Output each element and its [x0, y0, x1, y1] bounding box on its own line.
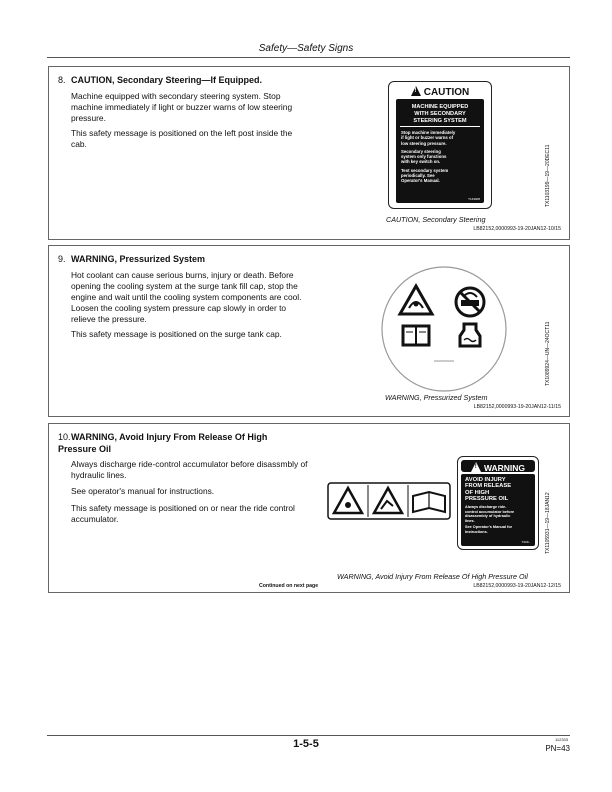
continued-note: Continued on next page [259, 583, 319, 589]
sign-part-code: T149908 [468, 197, 480, 201]
image-caption: CAUTION, Secondary Steering [386, 215, 486, 224]
reference-code: LB82152,0000993-19-20JAN12-11/15 [473, 404, 561, 410]
item-paragraph: This safety message is positioned on the left post inside the cab. [71, 128, 293, 149]
pictorial-decal-image [327, 482, 451, 520]
item-title [58, 74, 308, 86]
image-caption: WARNING, Pressurized System [385, 393, 488, 402]
no-open-hot-icon [456, 288, 484, 316]
item-number: 10. [58, 432, 71, 442]
read-manual-icon [413, 492, 445, 512]
item-title-period: . [259, 75, 263, 85]
item-title-text: WARNING, Avoid Injury From Release Of High Pressure Oil [58, 432, 268, 454]
item-title [58, 431, 308, 455]
sign-divider [400, 126, 480, 127]
footer-rule [47, 735, 570, 736]
item-title-text: CAUTION, Secondary Steering—If Equipped [71, 75, 260, 85]
image-code: TX1103199—19—20DEC11 [545, 144, 551, 207]
reference-code: LB82152,0000993-19-20JAN12-12/15 [473, 583, 561, 589]
sign-part-code: T209... [521, 540, 531, 544]
item-title-text: WARNING, Pressurized System [71, 254, 206, 264]
reference-code: LB82152,0000993-19-20JAN12-10/15 [473, 226, 561, 232]
page-number: 1-5-5 [293, 738, 319, 750]
caution-sign-image [388, 81, 492, 209]
item-paragraph: This safety message is positioned on the surge tank cap. [71, 329, 282, 339]
sign-heading: AVOID INJURY FROM RELEASE OF HIGH PRESSURE OIL [465, 477, 512, 503]
item-paragraph: See operator's manual for instructions. [71, 486, 215, 496]
alert-triangle-icon: ! [411, 86, 421, 96]
sign-signal-word: ! CAUTION [389, 86, 491, 98]
item-number: 9. [58, 254, 66, 264]
header-rule [47, 57, 570, 58]
sign-heading: MACHINE EQUIPPED WITH SECONDARY STEERING SYSTEM [411, 104, 469, 124]
safety-item-8 [48, 66, 570, 240]
image-caption: WARNING, Avoid Injury From Release Of High Pressure Oil [337, 572, 528, 581]
item-paragraph: Always discharge ride-control accumulator before disassmbly of hydraulic lines. [71, 459, 308, 480]
sign-body: Stop machine immediately if light or buzzer warns of low steering pressure. Secondary steering system only functions with key switch on. Test secondary system periodically. See Operator's Manual. [401, 130, 456, 184]
safety-item-9 [48, 245, 570, 417]
page-date-code: 112333 [554, 737, 568, 742]
sign-header-band [461, 460, 535, 472]
pressure-cap-decal-image [379, 264, 509, 394]
warning-sign-image [457, 456, 539, 550]
read-manual-icon [403, 326, 429, 345]
image-code: TX1089924—UN—24OCT11 [545, 321, 551, 386]
item-paragraph: Machine equipped with secondary steering system. Stop machine immediately if light or buzzer warns of low steering pressure. [71, 91, 293, 123]
sign-signal-word: ! WARNING [461, 462, 535, 473]
item-number: 8. [58, 75, 66, 85]
sign-body: Always discharge ride- control accumulator before disassembly of hydraulic lines. See Operator's Manual for Instructions. [465, 505, 515, 534]
page-header: Safety—Safety Signs [258, 43, 354, 54]
item-paragraph: This safety message is positioned on or near the ride control accumulator. [71, 503, 295, 524]
alert-triangle-icon: ! [471, 462, 481, 472]
pn-number: PN=43 [545, 744, 570, 753]
item-title [58, 253, 308, 265]
image-code: TX1105931—19—18JAN12 [545, 492, 551, 554]
item-paragraph: Hot coolant can cause serious burns, injury or death. Before opening the cooling system at the surge tank fill cap, stop the engine and wait until the cooling system components are cool. Loosen the cooling system pressure cap slowly in order to relieve the pressure. [71, 270, 302, 324]
coolant-temperature-icon [460, 324, 480, 346]
sign-panel [396, 99, 484, 203]
sign-panel [461, 474, 535, 546]
safety-item-10 [48, 423, 570, 593]
